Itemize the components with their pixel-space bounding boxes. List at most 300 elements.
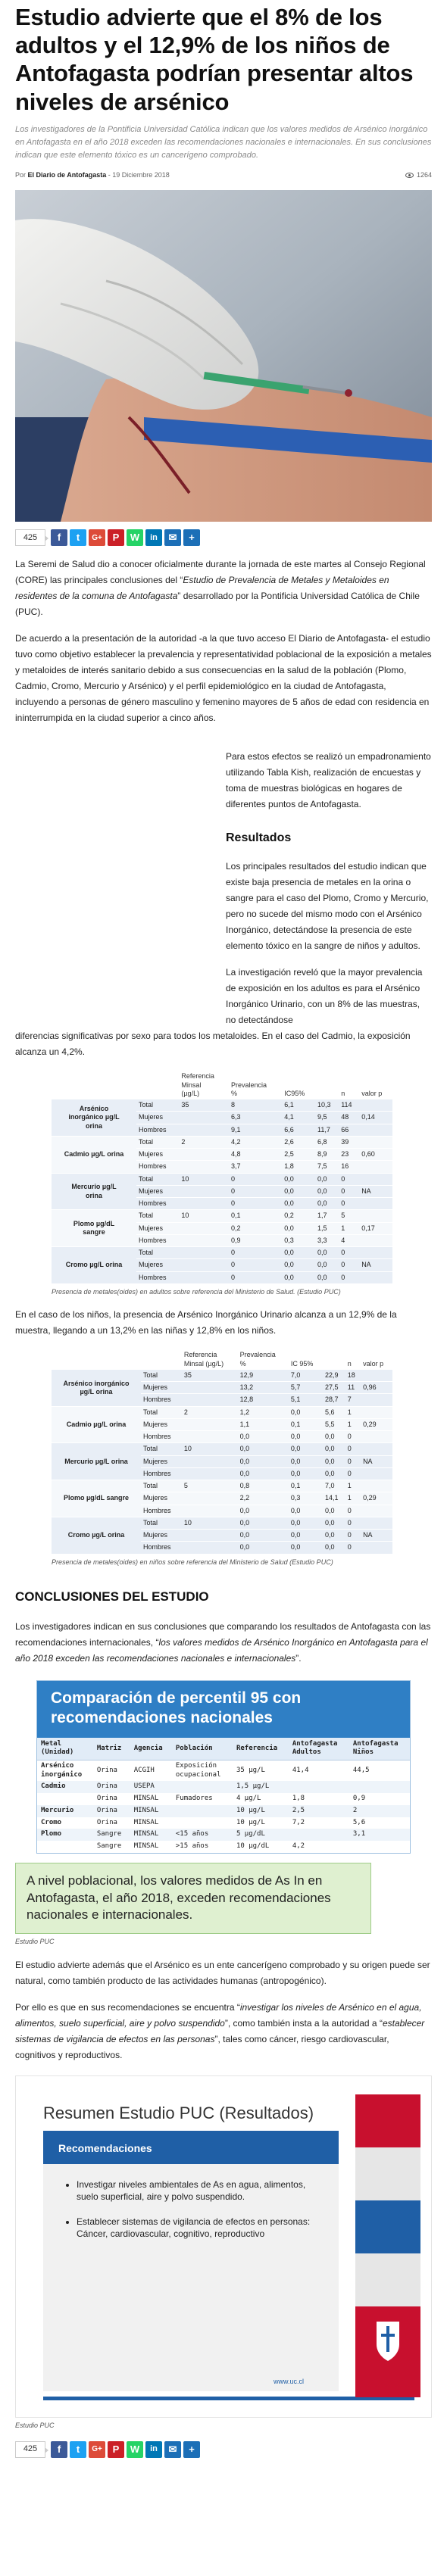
- table-cell: Orina: [93, 1805, 130, 1817]
- column-header: Población: [172, 1738, 233, 1760]
- table-cell: 0,0: [238, 1542, 289, 1554]
- table-cell: 6,3: [229, 1112, 282, 1124]
- table-row: [37, 1793, 410, 1805]
- table-cell: 0: [229, 1198, 282, 1210]
- p9-text-c: ”, tales como cáncer, riesgo cardiovascular, cognitivos y reproductivos.: [15, 2033, 389, 2060]
- table-cell: 0: [229, 1247, 282, 1259]
- table-cell: [179, 1198, 229, 1210]
- email-icon: ✉: [168, 532, 177, 544]
- table-cell: Total: [141, 1406, 182, 1418]
- column-header: Metal (Unidad): [37, 1738, 93, 1760]
- table-cell: 16: [339, 1161, 359, 1173]
- table-cell: Hombres: [141, 1467, 182, 1480]
- table-cell: 2: [349, 1805, 410, 1817]
- table-cell: [179, 1247, 229, 1259]
- table-cell: 13,2: [238, 1382, 289, 1394]
- table-cell: 4,1: [282, 1112, 315, 1124]
- table-header-row: [52, 1071, 392, 1099]
- table-cell: 0: [345, 1505, 361, 1517]
- table-cell: 0,0: [323, 1431, 345, 1443]
- pinterest-icon: P: [112, 532, 120, 544]
- adult-prevalence-table: [52, 1071, 392, 1284]
- email-icon: ✉: [168, 2443, 177, 2455]
- p1-text-a: La Seremi de Salud dio a conocer oficialmente durante la jornada de este martes al Consejo Regional (CORE) las principales conclusiones del “: [15, 559, 426, 586]
- table-row: [52, 1136, 392, 1148]
- table-cell: ACGIH: [133, 1766, 155, 1774]
- paragraph-4: Los principales resultados del estudio indican que existe baja presencia de metales en la orina o sangre para el caso del Plomo, Cromo y Mercurio, pero no sucede del mismo modo con el Arsénico Inorgánico, detectándose la presencia de este elemento tóxico en la sangre de niños y adultos.: [226, 861, 429, 952]
- column-header: n: [347, 1359, 352, 1368]
- column-header: IC95%: [284, 1089, 305, 1097]
- table-cell: [359, 1198, 392, 1210]
- paragraph-5a: La investigación reveló que la mayor prevalencia de exposición en los adultos es para el Arsénico Inorgánico Urinario, con un 8% de las muestras, no detectándose: [226, 967, 423, 1026]
- whatsapp-share-button-bottom[interactable]: [127, 2441, 143, 2458]
- facebook-share-button[interactable]: [51, 529, 67, 546]
- view-counter: [405, 170, 432, 181]
- table-cell: [179, 1185, 229, 1197]
- table-cell: 0: [339, 1271, 359, 1283]
- table-cell: 0,0: [289, 1467, 323, 1480]
- table-cell: 1,8: [282, 1161, 315, 1173]
- pinterest-icon: P: [112, 2443, 120, 2455]
- metal-label: Plomo µg/dL sangre: [52, 1210, 136, 1247]
- linkedin-share-button[interactable]: [145, 529, 162, 546]
- table-cell: [359, 1173, 392, 1185]
- table-cell: 0: [345, 1542, 361, 1554]
- table-cell: Mercurio: [37, 1805, 93, 1817]
- table-cell: 10: [182, 1443, 238, 1455]
- heading-resultados: Resultados: [226, 831, 292, 845]
- table-cell: Total: [141, 1443, 182, 1455]
- table-cell: 0,0: [315, 1247, 339, 1259]
- table-cell: 2,5: [289, 1805, 349, 1817]
- twitter-icon: t: [76, 532, 80, 544]
- table-cell: 4,2: [292, 1842, 305, 1850]
- adult-table-caption: Presencia de metales(oides) en adultos sobre referencia del Ministerio de Salud. (Estudio PUC): [52, 1287, 341, 1296]
- resumen-slide: [15, 2075, 432, 2418]
- table-cell: 0,0: [282, 1271, 315, 1283]
- metal-label: Cromo µg/L orina: [52, 1247, 136, 1284]
- email-share-button[interactable]: [164, 529, 181, 546]
- table-cell: 1,5: [315, 1222, 339, 1234]
- table-cell: Orina: [96, 1795, 117, 1803]
- facebook-icon: f: [57, 532, 61, 544]
- table-cell: 12,9: [238, 1370, 289, 1382]
- heading-conclusiones: CONCLUSIONES DEL ESTUDIO: [15, 1589, 209, 1605]
- table-row: [37, 1781, 410, 1793]
- table-cell: 5,1: [289, 1394, 323, 1406]
- table-cell: [361, 1406, 392, 1418]
- table-cell: Total: [141, 1480, 182, 1492]
- table-cell: [182, 1530, 238, 1542]
- conclusion-highlight: A nivel poblacional, los valores medidos de As In en Antofagasta, el año 2018, exceden recomendaciones nacionales e internacionales.: [15, 1863, 371, 1935]
- table-cell: NA: [361, 1530, 392, 1542]
- p9-quote-1: investigar los niveles de Arsénico en el agua, alimentos, suelo superficial, aire y polvo suspendido: [15, 2001, 422, 2029]
- percentile-box-title: Comparación de percentil 95 con recomendaciones nacionales: [37, 1681, 410, 1738]
- metal-label: Mercurio µg/L orina: [52, 1443, 141, 1480]
- table-cell: 0,0: [289, 1517, 323, 1529]
- table-cell: Total: [136, 1173, 179, 1185]
- table-cell: 12,8: [238, 1394, 289, 1406]
- table-row: [52, 1247, 392, 1259]
- paragraph-1: [15, 557, 432, 620]
- table-cell: [179, 1234, 229, 1246]
- table-cell: [359, 1247, 392, 1259]
- table-cell: 3,7: [229, 1161, 282, 1173]
- column-header: [141, 1349, 182, 1370]
- table-cell: 7,0: [289, 1370, 323, 1382]
- table-cell: 6,1: [282, 1099, 315, 1112]
- table-cell: 0,3: [282, 1234, 315, 1246]
- table-cell: [179, 1222, 229, 1234]
- table-cell: [359, 1099, 392, 1112]
- table-cell: 0,0: [289, 1406, 323, 1418]
- table-cell: [182, 1505, 238, 1517]
- table-cell: 7,0: [323, 1480, 345, 1492]
- more-share-button[interactable]: [183, 529, 200, 546]
- eye-icon: [405, 173, 414, 178]
- table-row: [37, 1817, 410, 1829]
- facebook-icon: f: [57, 2443, 61, 2455]
- table-cell: Total: [136, 1210, 179, 1222]
- table-cell: Fumadores: [175, 1795, 213, 1803]
- twitter-share-button[interactable]: [70, 529, 86, 546]
- table-cell: 18: [345, 1370, 361, 1382]
- table-cell: Cadmio: [37, 1781, 93, 1793]
- table-row: [37, 1760, 410, 1782]
- table-cell: Hombres: [136, 1161, 179, 1173]
- column-header: Prevalencia %: [231, 1081, 267, 1097]
- table-cell: 0,0: [289, 1505, 323, 1517]
- table-cell: 0,0: [238, 1505, 289, 1517]
- table-cell: USEPA: [130, 1781, 172, 1793]
- pinterest-share-button-bottom[interactable]: [108, 2441, 124, 2458]
- table-cell: MINSAL: [133, 1818, 159, 1826]
- twitter-share-button-bottom[interactable]: [70, 2441, 86, 2458]
- table-cell: [179, 1112, 229, 1124]
- column-header: [52, 1071, 136, 1099]
- table-cell: 0: [339, 1173, 359, 1185]
- table-cell: Mujeres: [141, 1418, 182, 1430]
- table-cell: 4: [339, 1234, 359, 1246]
- table-cell: Hombres: [141, 1394, 182, 1406]
- table-cell: Total: [136, 1136, 179, 1148]
- table-cell: [359, 1271, 392, 1283]
- table-cell: 1: [345, 1406, 361, 1418]
- table-cell: [182, 1492, 238, 1505]
- table-cell: 4 µg/L: [236, 1795, 261, 1803]
- table-cell: 10,3: [315, 1099, 339, 1112]
- table-cell: 5,5: [323, 1418, 345, 1430]
- table-cell: 5,7: [289, 1382, 323, 1394]
- table-cell: 0,9: [229, 1234, 282, 1246]
- table-cell: 1,5 µg/L: [233, 1781, 289, 1793]
- recommendation-item: • Investigar niveles ambientales de As en agua, alimentos, suelo superficial, aire y polvo suspendido.: [77, 2179, 319, 2203]
- table-cell: 0,0: [323, 1443, 345, 1455]
- image-caption-2: Estudio PUC: [15, 2421, 55, 2429]
- table-cell: 0: [339, 1198, 359, 1210]
- table-cell: 23: [339, 1149, 359, 1161]
- table-cell: Mujeres: [141, 1455, 182, 1467]
- table-cell: 0,0: [282, 1259, 315, 1271]
- table-cell: 11: [345, 1382, 361, 1394]
- table-row: [52, 1443, 392, 1455]
- table-cell: 0: [339, 1185, 359, 1197]
- table-cell: 0,0: [323, 1542, 345, 1554]
- column-header: [323, 1349, 345, 1370]
- table-cell: [182, 1418, 238, 1430]
- table-cell: [182, 1455, 238, 1467]
- table-cell: [289, 1829, 349, 1841]
- metal-label: Cromo µg/L orina: [52, 1517, 141, 1554]
- table-cell: Arsénico inorgánico: [41, 1762, 83, 1779]
- table-cell: 0,2: [282, 1210, 315, 1222]
- table-cell: Mujeres: [141, 1382, 182, 1394]
- table-cell: 0,96: [361, 1382, 392, 1394]
- byline-prefix: Por: [15, 170, 27, 179]
- article-lede: Los investigadores de la Pontificia Universidad Católica indican que los valores medidos de Arsénico inorgánico en Antofagasta en el año 2018 exceden las recomendaciones nacionales e internacionales. En sus conclusiones indican que este elemento tóxico es un cancerígeno comprobado.: [15, 124, 432, 160]
- column-header: Matriz: [93, 1738, 130, 1760]
- metal-label: Plomo µg/dL sangre: [52, 1480, 141, 1517]
- table-cell: 48: [339, 1112, 359, 1124]
- table-cell: 114: [339, 1099, 359, 1112]
- table-cell: 2,5: [282, 1149, 315, 1161]
- metal-label: Arsénico inorgánico µg/L orina: [52, 1370, 141, 1406]
- table-cell: 0,0: [289, 1431, 323, 1443]
- table-cell: 8: [229, 1099, 282, 1112]
- table-cell: 0: [229, 1185, 282, 1197]
- plus-icon: +: [189, 2443, 195, 2455]
- table-cell: 0,0: [238, 1530, 289, 1542]
- percentile-table: [37, 1738, 410, 1853]
- table-cell: 0: [345, 1467, 361, 1480]
- column-header: Prevalencia %: [239, 1351, 276, 1368]
- table-cell: Hombres: [136, 1198, 179, 1210]
- article-meta: [15, 170, 432, 181]
- table-cell: 28,7: [323, 1394, 345, 1406]
- google-plus-share-button-bottom[interactable]: [89, 2441, 105, 2458]
- table-cell: 0,0: [289, 1455, 323, 1467]
- column-header: valor p: [363, 1359, 384, 1368]
- table-row: [37, 1829, 410, 1841]
- paragraph-6: En el caso de los niños, la presencia de Arsénico Inorgánico Urinario alcanza a un 12,9% de la muestra, llegando a un 13,2% en las niñas y 12,8% en los niños.: [15, 1309, 397, 1336]
- table-cell: 0,0: [282, 1222, 315, 1234]
- table-cell: 5: [182, 1480, 238, 1492]
- table-cell: [179, 1271, 229, 1283]
- percentile-table-body: [37, 1760, 410, 1853]
- table-cell: [172, 1817, 233, 1829]
- table-cell: 0: [345, 1443, 361, 1455]
- table-cell: 0: [339, 1247, 359, 1259]
- column-header: IC 95%: [290, 1359, 314, 1368]
- column-header: Antofagasta Niños: [349, 1738, 410, 1760]
- table-row: [52, 1210, 392, 1222]
- table-cell: 4,8: [229, 1149, 282, 1161]
- table-cell: [359, 1234, 392, 1246]
- table-cell: 1,2: [238, 1406, 289, 1418]
- table-cell: 0,0: [282, 1198, 315, 1210]
- table-cell: 0,0: [323, 1455, 345, 1467]
- table-cell: 0,0: [323, 1530, 345, 1542]
- table-cell: [349, 1781, 410, 1793]
- table-cell: 0,0: [289, 1443, 323, 1455]
- linkedin-share-button-bottom[interactable]: [145, 2441, 162, 2458]
- p9-text-a: Por ello es que en sus recomendaciones se encuentra “: [15, 2001, 240, 2013]
- p9-text-b: ”, como también insta a la autoridad a “: [224, 2017, 383, 2029]
- linkedin-icon: in: [150, 2444, 158, 2454]
- plus-icon: +: [189, 532, 195, 544]
- byline: [15, 170, 170, 181]
- google-plus-icon: G+: [92, 2445, 102, 2454]
- share-bar: [15, 529, 432, 546]
- table-cell: [179, 1259, 229, 1271]
- table-cell: 0,2: [229, 1222, 282, 1234]
- table-cell: 0,0: [315, 1173, 339, 1185]
- table-cell: [359, 1124, 392, 1136]
- table-cell: MINSAL: [130, 1805, 172, 1817]
- table-cell: 10 µg/L: [233, 1805, 289, 1817]
- table-cell: 1: [345, 1492, 361, 1505]
- more-share-button-bottom[interactable]: [183, 2441, 200, 2458]
- table-cell: 0,9: [352, 1795, 366, 1803]
- table-row: [52, 1517, 392, 1529]
- whatsapp-share-button[interactable]: [127, 529, 143, 546]
- table-cell: [361, 1505, 392, 1517]
- p9-quote-2: establecer sistemas de vigilancia de efectos en las personas: [15, 2017, 425, 2044]
- table-cell: [182, 1382, 238, 1394]
- table-cell: 10: [182, 1517, 238, 1529]
- table-cell: 0,1: [289, 1418, 323, 1430]
- metal-label: Arsénico inorgánico µg/L orina: [52, 1099, 136, 1136]
- child-prevalence-table: [52, 1349, 392, 1554]
- table-cell: 0,0: [282, 1247, 315, 1259]
- table-cell: 14,1: [323, 1492, 345, 1505]
- table-cell: 0: [345, 1455, 361, 1467]
- column-header: [136, 1071, 179, 1099]
- table-cell: Mujeres: [141, 1492, 182, 1505]
- table-cell: [182, 1431, 238, 1443]
- table-cell: 0: [229, 1173, 282, 1185]
- whatsapp-icon: W: [130, 532, 140, 544]
- table-cell: [179, 1124, 229, 1136]
- table-cell: [361, 1467, 392, 1480]
- table-cell: MINSAL: [133, 1842, 159, 1850]
- table-cell: 1: [345, 1480, 361, 1492]
- share-bar-bottom: [15, 2441, 432, 2458]
- table-cell: 9,1: [229, 1124, 282, 1136]
- table-cell: Orina: [96, 1818, 117, 1826]
- p1-text-b: ” desarrollado por la Pontificia Universidad Católica de Chile (PUC).: [15, 591, 420, 618]
- table-cell: [172, 1781, 233, 1793]
- facebook-share-button-bottom[interactable]: [51, 2441, 67, 2458]
- column-header: Referencia: [233, 1738, 289, 1760]
- table-cell: 11,7: [315, 1124, 339, 1136]
- table-cell: 3,3: [315, 1234, 339, 1246]
- table-cell: 0,0: [238, 1467, 289, 1480]
- table-cell: <15 años: [172, 1829, 233, 1841]
- table-cell: MINSAL: [130, 1829, 172, 1841]
- slide-url: www.uc.cl: [274, 2377, 305, 2385]
- table-cell: 0,3: [289, 1492, 323, 1505]
- paragraph-2: De acuerdo a la presentación de la autoridad -a la que tuvo acceso El Diario de Antofagasta- el estudio tuvo como objetivo establecer la prevalencia y representatividad poblacional de la exposición a metales y metaloides de interés sanitario debido a sus consecuencias en la salud de la población (Plomo, Cadmio, Cromo, Mercurio y Arsénico) y el perfil epidemiológico en la ciudad de Antofagasta, incluyendo a personas de género masculino y femenino mayores de 5 años de edad con residencia en ininterrumpida en la ciudad superior a cinco años.: [15, 633, 432, 724]
- table-cell: [179, 1161, 229, 1173]
- table-cell: 10 µg/L: [236, 1818, 265, 1826]
- column-header: Agencia: [130, 1738, 172, 1760]
- table-row: [52, 1406, 392, 1418]
- table-cell: 0: [345, 1517, 361, 1529]
- table-cell: [182, 1467, 238, 1480]
- table-cell: Hombres: [136, 1234, 179, 1246]
- table-cell: Hombres: [136, 1124, 179, 1136]
- table-cell: 0,8: [238, 1480, 289, 1492]
- table-cell: Mujeres: [136, 1149, 179, 1161]
- google-plus-share-button[interactable]: [89, 529, 105, 546]
- table-cell: [37, 1793, 93, 1805]
- table-cell: Plomo: [37, 1829, 93, 1841]
- table-cell: [361, 1480, 392, 1492]
- table-cell: [361, 1443, 392, 1455]
- table-cell: MINSAL: [133, 1795, 159, 1803]
- view-count: 1264: [416, 170, 432, 179]
- table-cell: NA: [361, 1455, 392, 1467]
- table-cell: [361, 1370, 392, 1382]
- percentile-table-header: [37, 1738, 410, 1760]
- table-cell: 10 µg/dL: [236, 1842, 270, 1850]
- table-cell: 1,7: [315, 1210, 339, 1222]
- author-link[interactable]: El Diario de Antofagasta: [27, 170, 107, 179]
- table-cell: 0,0: [315, 1271, 339, 1283]
- table-cell: Orina: [93, 1781, 130, 1793]
- table-cell: 0,17: [359, 1222, 392, 1234]
- paragraph-3: Para estos efectos se realizó un empadronamiento utilizando Tabla Kish, realización de encuestas y toma de muestras biológicas en hogares de diferentes puntos de Antofagasta.: [226, 751, 431, 810]
- table-cell: [182, 1394, 238, 1406]
- table-cell: 27,5: [323, 1382, 345, 1394]
- table-cell: Mujeres: [136, 1259, 179, 1271]
- table-cell: [359, 1161, 392, 1173]
- table-cell: 35 µg/L: [236, 1766, 265, 1774]
- email-share-button-bottom[interactable]: [164, 2441, 181, 2458]
- uc-logo: [355, 2094, 420, 2397]
- table-cell: 44,5: [352, 1766, 370, 1774]
- table-cell: 10: [179, 1210, 229, 1222]
- table-cell: 0,0: [238, 1431, 289, 1443]
- table-cell: Mujeres: [136, 1222, 179, 1234]
- table-row: [52, 1099, 392, 1112]
- slide-title: Resumen Estudio PUC (Resultados): [43, 2103, 314, 2122]
- table-cell: 5,6: [323, 1406, 345, 1418]
- table-cell: [289, 1781, 349, 1793]
- p7-text-a: Los investigadores indican en sus conclusiones que comparando los resultados de Antofagasta con las recomendaciones internacionales, “: [15, 1621, 431, 1648]
- child-table-caption: Presencia de metales(oides) en niños sobre referencia del Ministerio de Salud (Estudio PUC): [52, 1558, 333, 1566]
- table-cell: 41,4: [292, 1766, 309, 1774]
- pinterest-share-button[interactable]: [108, 529, 124, 546]
- table-cell: 0,0: [282, 1185, 315, 1197]
- table-cell: 2: [182, 1406, 238, 1418]
- table-cell: NA: [359, 1185, 392, 1197]
- table-cell: Total: [136, 1247, 179, 1259]
- publish-date: - 19 Diciembre 2018: [108, 170, 170, 179]
- table-cell: [359, 1136, 392, 1148]
- linkedin-icon: in: [150, 532, 158, 542]
- table-cell: 9,5: [315, 1112, 339, 1124]
- paragraph-7: [15, 1619, 432, 1667]
- table-cell: 0,1: [289, 1480, 323, 1492]
- table-cell: 0: [345, 1431, 361, 1443]
- table-cell: Total: [141, 1370, 182, 1382]
- table-cell: 0,0: [289, 1542, 323, 1554]
- paragraph-5b: diferencias significativas por sexo para todos los metaloides. En el caso del Cadmio, la exposición alcanza un 4,2%.: [15, 1031, 411, 1058]
- table-cell: 35: [179, 1099, 229, 1112]
- table-cell: [361, 1542, 392, 1554]
